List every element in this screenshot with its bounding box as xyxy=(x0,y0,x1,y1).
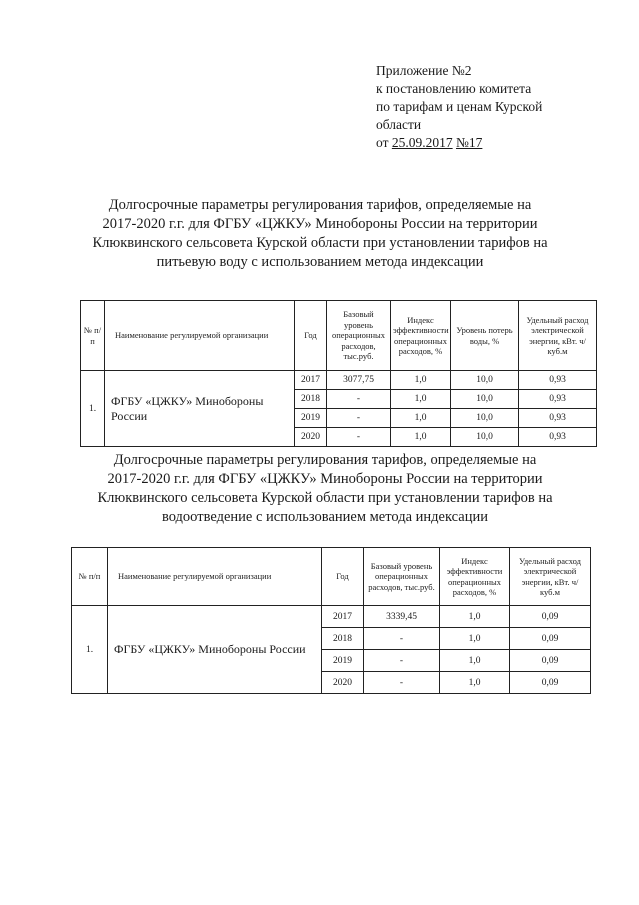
header-num: № п/п xyxy=(81,301,105,371)
title-line: 2017-2020 г.г. для ФГБУ «ЦЖКУ» Минобороны России на территории xyxy=(102,216,538,232)
base-cost-cell: - xyxy=(364,650,440,672)
year-cell: 2019 xyxy=(295,409,327,428)
title-line: Долгосрочные параметры регулирования тарифов, определяемые на xyxy=(108,197,532,213)
organization-name: ФГБУ «ЦЖКУ» Минобороны России xyxy=(108,606,322,694)
appendix-date-prefix: от xyxy=(376,135,392,150)
base-cost-cell: - xyxy=(327,390,391,409)
table-header-row xyxy=(72,548,591,606)
header-year: Год xyxy=(295,301,327,371)
header-water-loss: Уровень потерь воды, % xyxy=(451,301,519,371)
index-cell: 1,0 xyxy=(440,628,510,650)
energy-cell: 0,93 xyxy=(519,390,597,409)
appendix-line: к постановлению комитета xyxy=(376,81,532,96)
loss-cell: 10,0 xyxy=(451,428,519,447)
header-org: Наименование регулируемой организации xyxy=(105,301,295,371)
base-cost-cell: - xyxy=(327,428,391,447)
appendix-line: области xyxy=(376,117,422,132)
section1-title xyxy=(60,196,580,272)
loss-cell: 10,0 xyxy=(451,409,519,428)
appendix-date-line xyxy=(376,134,542,152)
section2-title xyxy=(55,451,595,527)
header-org: Наименование регулируемой организации xyxy=(108,548,322,606)
base-cost-cell: - xyxy=(364,672,440,694)
table-row xyxy=(72,606,591,628)
row-number: 1. xyxy=(81,371,105,447)
header-year: Год xyxy=(322,548,364,606)
index-cell: 1,0 xyxy=(440,650,510,672)
energy-cell: 0,93 xyxy=(519,409,597,428)
energy-cell: 0,93 xyxy=(519,371,597,390)
loss-cell: 10,0 xyxy=(451,390,519,409)
index-cell: 1,0 xyxy=(440,606,510,628)
year-cell: 2017 xyxy=(295,371,327,390)
header-base-cost: Базовый уровень операционных расходов, тыс.руб. xyxy=(364,548,440,606)
header-efficiency-index: Индекс эффективности операционных расходов, % xyxy=(391,301,451,371)
title-line: водоотведение с использованием метода индексации xyxy=(161,509,489,525)
header-base-cost: Базовый уровень операционных расходов, тыс.руб. xyxy=(327,301,391,371)
index-cell: 1,0 xyxy=(391,409,451,428)
index-cell: 1,0 xyxy=(440,672,510,694)
base-cost-cell: 3077,75 xyxy=(327,371,391,390)
energy-cell: 0,09 xyxy=(510,606,591,628)
appendix-title: Приложение №2 xyxy=(376,63,472,78)
title-line: Долгосрочные параметры регулирования тарифов, определяемые на xyxy=(113,452,537,468)
organization-name: ФГБУ «ЦЖКУ» Минобороны России xyxy=(105,371,295,447)
year-cell: 2020 xyxy=(322,672,364,694)
index-cell: 1,0 xyxy=(391,390,451,409)
base-cost-cell: - xyxy=(327,409,391,428)
title-line: Клюквинского сельсовета Курской области при установлении тарифов на xyxy=(97,490,553,506)
title-line: питьевую воду с использованием метода индексации xyxy=(156,254,484,270)
energy-cell: 0,09 xyxy=(510,628,591,650)
year-cell: 2018 xyxy=(322,628,364,650)
base-cost-cell: 3339,45 xyxy=(364,606,440,628)
appendix-date: 25.09.2017 xyxy=(391,135,453,150)
appendix-header xyxy=(376,62,542,152)
energy-cell: 0,93 xyxy=(519,428,597,447)
title-line: 2017-2020 г.г. для ФГБУ «ЦЖКУ» Минобороны России на территории xyxy=(107,471,543,487)
table-header-row xyxy=(81,301,597,371)
year-cell: 2018 xyxy=(295,390,327,409)
row-number: 1. xyxy=(72,606,108,694)
year-cell: 2017 xyxy=(322,606,364,628)
index-cell: 1,0 xyxy=(391,428,451,447)
header-energy-rate: Удельный расход электрической энергии, кВт. ч/куб.м xyxy=(510,548,591,606)
title-line: Клюквинского сельсовета Курской области при установлении тарифов на xyxy=(92,235,548,251)
year-cell: 2019 xyxy=(322,650,364,672)
header-num: № п/п xyxy=(72,548,108,606)
header-energy-rate: Удельный расход электрической энергии, кВт. ч/куб.м xyxy=(519,301,597,371)
appendix-line: по тарифам и ценам Курской xyxy=(376,99,543,114)
wastewater-tariff-table xyxy=(71,547,591,694)
base-cost-cell: - xyxy=(364,628,440,650)
energy-cell: 0,09 xyxy=(510,672,591,694)
loss-cell: 10,0 xyxy=(451,371,519,390)
appendix-number: №17 xyxy=(455,135,483,150)
table-row xyxy=(81,371,597,390)
index-cell: 1,0 xyxy=(391,371,451,390)
energy-cell: 0,09 xyxy=(510,650,591,672)
header-efficiency-index: Индекс эффективности операционных расходов, % xyxy=(440,548,510,606)
year-cell: 2020 xyxy=(295,428,327,447)
water-tariff-table xyxy=(80,300,597,447)
